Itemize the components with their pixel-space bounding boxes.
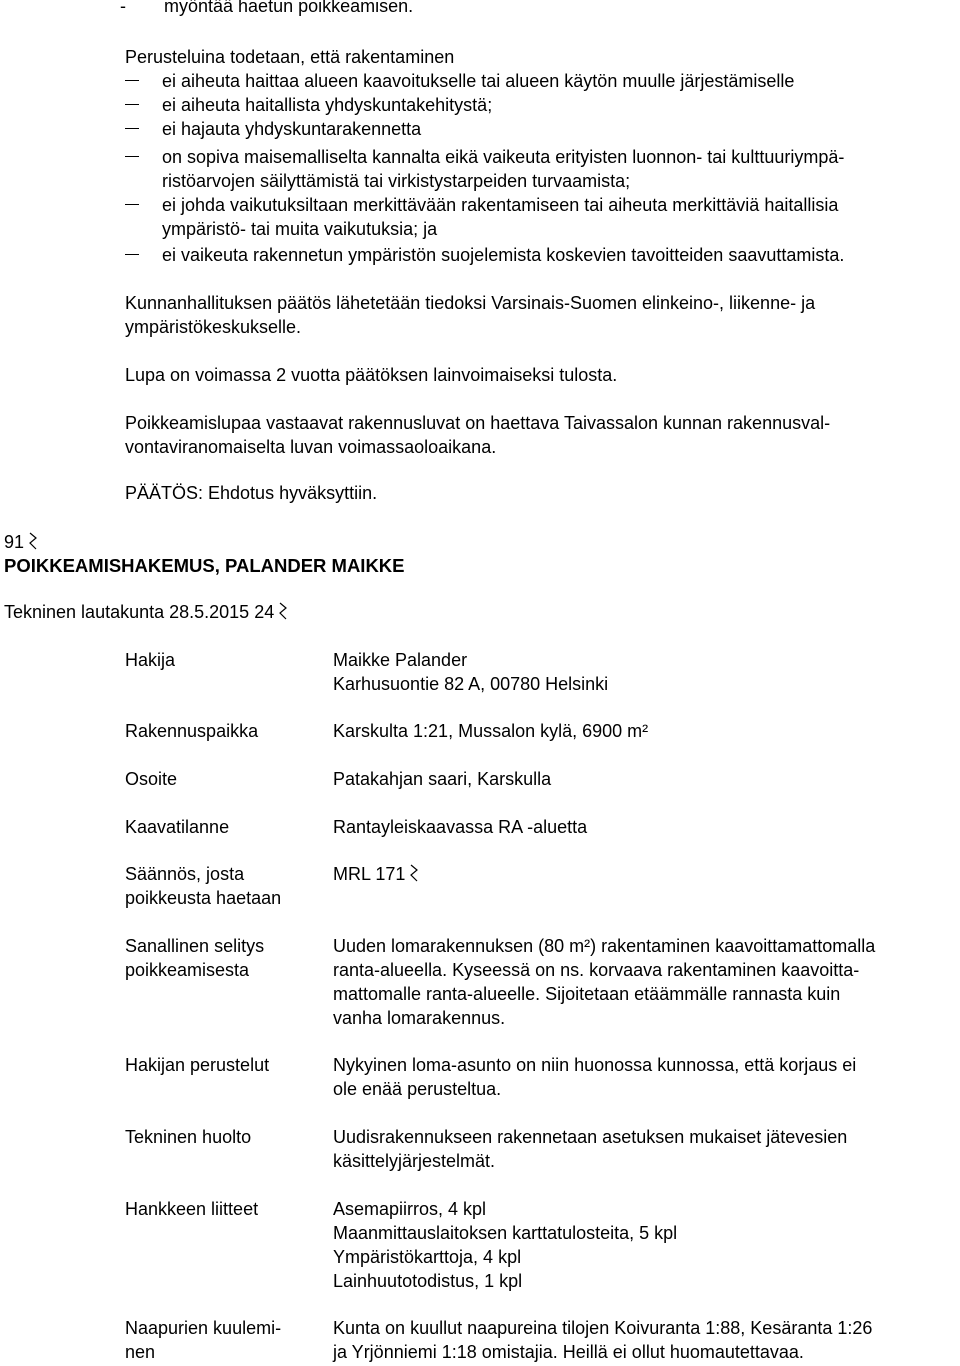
validity-paragraph: Lupa on voimassa 2 vuotta päätöksen lainvoimaiseksi tulosta. xyxy=(125,365,618,385)
grounds-item-text: ei hajauta yhdyskuntarakennetta xyxy=(162,119,422,139)
top-line-text: myöntää haetun poikkeamisen. xyxy=(164,0,414,16)
item-number-line xyxy=(4,530,38,554)
detail-value-address: Patakahjan saari, Karskulla xyxy=(333,769,552,789)
notice-paragraph: Kunnanhallituksen päätös lähetetään tiedoksi Varsinais-Suomen elinkeino-, liikenne- ja ympäristökeskukselle. xyxy=(125,293,816,337)
detail-label-zoning: Kaavatilanne xyxy=(125,817,230,837)
decision-paragraph: PÄÄTÖS: Ehdotus hyväksyttiin. xyxy=(125,483,378,503)
dash-bullet-icon xyxy=(125,80,139,81)
dash-bullet-icon xyxy=(125,156,139,157)
detail-value-technical: Uudisrakennukseen rakennetaan asetuksen mukaiset jätevesien käsittelyjärjestelmät. xyxy=(333,1127,848,1171)
section-mark-icon xyxy=(409,863,419,883)
detail-value-neighbours: Kunta on kuullut naapureina tilojen Koivuranta 1:88, Kesäranta 1:26 ja Yrjönniemi 1:18 omistajia. Heillä ei ollut huomautettavaa. xyxy=(333,1318,873,1362)
meeting-text: Tekninen lautakunta 28.5.2015 24 xyxy=(4,602,275,622)
detail-label-site: Rakennuspaikka xyxy=(125,721,259,741)
dash-bullet-icon xyxy=(125,104,139,105)
detail-label-regulation: Säännös, josta poikkeusta haetaan xyxy=(125,864,282,908)
grounds-list-item xyxy=(125,93,955,117)
top-line xyxy=(120,0,414,18)
grounds-item-text: ei johda vaikutuksiltaan merkittävään rakentamiseen tai aiheuta merkittäviä haitallisia ympäristö- tai muita vaikutuksia; ja xyxy=(162,195,839,239)
detail-value-regulation xyxy=(333,862,958,886)
detail-label-description: Sanallinen selitys poikkeamisesta xyxy=(125,936,265,980)
grounds-list-item xyxy=(125,69,955,93)
regulation-text: MRL 171 xyxy=(333,864,406,884)
grounds-item-text: ei vaikeuta rakennetun ympäristön suojelemista koskevien tavoitteiden saavuttamista. xyxy=(162,245,845,265)
detail-label-applicant: Hakija xyxy=(125,650,176,670)
detail-label-attachments: Hankkeen liitteet xyxy=(125,1199,259,1219)
detail-value-zoning: Rantayleiskaavassa RA -aluetta xyxy=(333,817,588,837)
detail-label-address: Osoite xyxy=(125,769,178,789)
detail-value-description: Uuden lomarakennuksen (80 m²) rakentaminen kaavoittamattomalla ranta-alueella. Kyseessä on ns. korvaava rakentaminen kaavoitta- mattomalle ranta-alueelle. Sijoitetaan etäämmälle rannasta kuin vanha lomarakennus. xyxy=(333,936,876,1028)
detail-label-technical: Tekninen huolto xyxy=(125,1127,252,1147)
grounds-item-text: ei aiheuta haittaa alueen kaavoitukselle tai alueen käytön muulle järjestämiselle xyxy=(162,71,795,91)
grounds-item-text: ei aiheuta haitallista yhdyskuntakehitystä; xyxy=(162,95,493,115)
detail-label-neighbours: Naapurien kuulemi- nen xyxy=(125,1318,282,1362)
detail-label-justification: Hakijan perustelut xyxy=(125,1055,270,1075)
meeting-line xyxy=(4,600,288,624)
detail-value-site: Karskulta 1:21, Mussalon kylä, 6900 m² xyxy=(333,721,649,741)
dash-bullet-icon xyxy=(125,254,139,255)
top-line-dash: - xyxy=(120,0,126,16)
detail-value-attachments: Asemapiirros, 4 kpl Maanmittauslaitoksen karttatulosteita, 5 kpl Ympäristökarttoja, 4 kpl Lainhuutotodistus, 1 kpl xyxy=(333,1199,678,1291)
detail-value-justification: Nykyinen loma-asunto on niin huonossa kunnossa, että korjaus ei ole enää perusteltua. xyxy=(333,1055,857,1099)
grounds-list-item xyxy=(125,243,955,267)
item-title: POIKKEAMISHAKEMUS, PALANDER MAIKKE xyxy=(4,555,405,576)
grounds-list-item xyxy=(125,117,955,141)
grounds-item-text: on sopiva maisemalliselta kannalta eikä vaikeuta erityisten luonnon- tai kulttuuriympä- ristöarvojen säilyttämistä tai virkistystarpeiden turvaamista; xyxy=(162,147,845,191)
grounds-list-item xyxy=(125,193,955,241)
item-number: 91 xyxy=(4,532,25,552)
detail-value-applicant: Maikke Palander Karhusuontie 82 A, 00780 Helsinki xyxy=(333,650,609,694)
section-mark-icon xyxy=(28,531,38,551)
section-mark-icon xyxy=(278,601,288,621)
dash-bullet-icon xyxy=(125,204,139,205)
dash-bullet-icon xyxy=(125,128,139,129)
permits-paragraph: Poikkeamislupaa vastaavat rakennusluvat on haettava Taivassalon kunnan rakennusval- vontaviranomaiselta luvan voimassaoloaikana. xyxy=(125,413,831,457)
grounds-intro: Perusteluina todetaan, että rakentaminen xyxy=(125,47,455,67)
grounds-list-item xyxy=(125,145,955,193)
